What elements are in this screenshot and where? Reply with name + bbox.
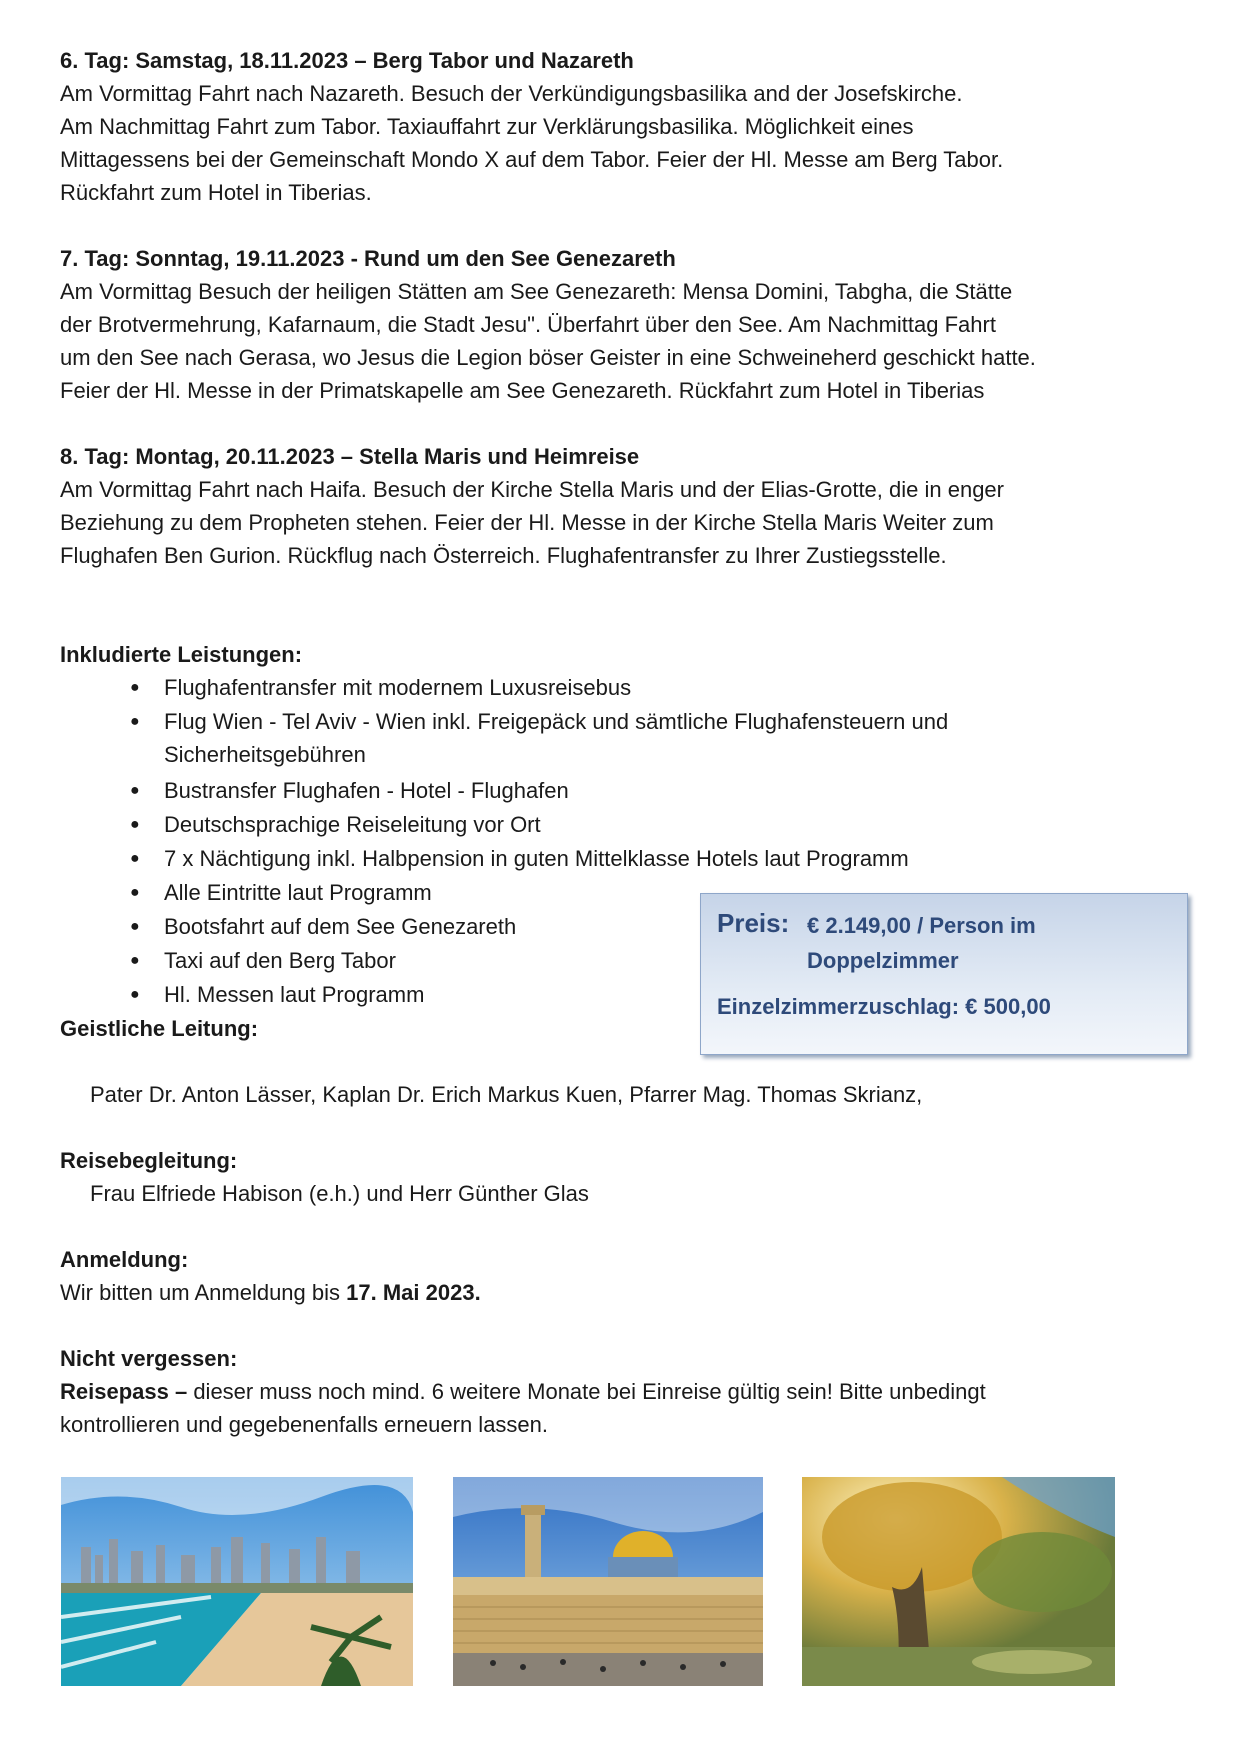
bullet-icon: ● [130, 884, 140, 901]
day-heading: 6. Tag: Samstag, 18.11.2023 – Berg Tabor und Nazareth [60, 48, 634, 73]
single-room-supplement: Einzelzimmerzuschlag: € 500,00 [717, 994, 1051, 1019]
day-7-section [60, 242, 1180, 407]
day-text-line: Flughafen Ben Gurion. Rückflug nach Österreich. Flughafentransfer zu Ihrer Zustiegsstelle. [60, 543, 947, 568]
day-heading: 7. Tag: Sonntag, 19.11.2023 - Rund um den See Genezareth [60, 246, 676, 271]
day-heading: 8. Tag: Montag, 20.11.2023 – Stella Maris und Heimreise [60, 444, 640, 469]
list-item: ● Bootsfahrt auf dem See Genezareth [60, 910, 1124, 943]
price-label: Preis: [717, 908, 790, 938]
list-item: ● 7 x Nächtigung inkl. Halbpension in guten Mittelklasse Hotels laut Programm [60, 842, 1124, 875]
olive-garden-photo [802, 1477, 1115, 1686]
reminder-heading: Nicht vergessen: [60, 1346, 238, 1371]
day-text-line: Am Vormittag Fahrt nach Haifa. Besuch der Kirche Stella Maris und der Elias-Grotte, die in enger [60, 477, 1004, 502]
escort-section [60, 1144, 1180, 1210]
list-item: ● Taxi auf den Berg Tabor [60, 944, 1124, 977]
day-text-line: Am Vormittag Fahrt nach Nazareth. Besuch der Verkündigungsbasilika and der Josefskirche. [60, 81, 963, 106]
bullet-icon: ● [130, 986, 140, 1003]
document-page [60, 44, 1180, 1441]
registration-section [60, 1243, 1180, 1309]
bullet-icon: ● [130, 816, 140, 833]
reminder-text-line2: kontrollieren und gegebenenfalls erneuern lassen. [60, 1412, 549, 1437]
bullet-icon: ● [130, 782, 140, 799]
day-6-section [60, 44, 1180, 209]
bullet-icon: ● [130, 679, 140, 696]
reminder-section [60, 1342, 1180, 1441]
day-text-line: Rückfahrt zum Hotel in Tiberias. [60, 180, 372, 205]
escort-names: Frau Elfriede Habison (e.h.) und Herr Günther Glas [90, 1181, 589, 1206]
included-heading: Inkludierte Leistungen: [60, 642, 303, 667]
bullet-icon: ● [130, 952, 140, 969]
day-text-line: Am Nachmittag Fahrt zum Tabor. Taxiauffahrt zur Verklärungsbasilika. Möglichkeit eines [60, 114, 914, 139]
day-text-line: Feier der Hl. Messe in der Primatskapelle am See Genezareth. Rückfahrt zum Hotel in Tiberias [60, 378, 985, 403]
list-item: ● Hl. Messen laut Programm [60, 978, 1124, 1011]
price-box [700, 893, 1188, 1055]
day-text-line: der Brotvermehrung, Kafarnaum, die Stadt Jesu". Überfahrt über den See. Am Nachmittag Fahrt [60, 312, 996, 337]
registration-deadline: 17. Mai 2023. [346, 1280, 481, 1305]
list-item: ● Alle Eintritte laut Programm [60, 876, 1124, 909]
day-text-line: Mittagessens bei der Gemeinschaft Mondo X auf dem Tabor. Feier der Hl. Messe am Berg Tabor. [60, 147, 1004, 172]
list-item: ● Flughafentransfer mit modernem Luxusreisebus [60, 671, 1124, 704]
registration-text: Wir bitten um Anmeldung bis 17. Mai 2023. [60, 1280, 481, 1305]
spiritual-heading: Geistliche Leitung: [60, 1016, 259, 1041]
reminder-text: Reisepass – dieser muss noch mind. 6 weitere Monate bei Einreise gültig sein! Bitte unbedingt [60, 1379, 986, 1404]
registration-heading: Anmeldung: [60, 1247, 189, 1272]
list-item: ● Deutschsprachige Reiseleitung vor Ort [60, 808, 1124, 841]
bullet-icon: ● [130, 918, 140, 935]
day-text-line: um den See nach Gerasa, wo Jesus die Legion böser Geister in eine Schweineherd geschickt hatte. [60, 345, 1036, 370]
price-value: € 2.149,00 / Person im Doppelzimmer [807, 913, 1036, 973]
bullet-icon: ● [130, 713, 140, 730]
day-text-line: Beziehung zu dem Propheten stehen. Feier der Hl. Messe in der Kirche Stella Maris Weiter zum [60, 510, 994, 535]
bullet-icon: ● [130, 850, 140, 867]
spiritual-names: Pater Dr. Anton Lässer, Kaplan Dr. Erich Markus Kuen, Pfarrer Mag. Thomas Skrianz, [90, 1082, 923, 1107]
day-8-section [60, 440, 1180, 572]
tel-aviv-beach-photo [61, 1477, 413, 1686]
escort-heading: Reisebegleitung: [60, 1148, 238, 1173]
list-item: ● Flug Wien - Tel Aviv - Wien inkl. Freigepäck und sämtliche Flughafensteuern und Sicherheitsgebühren [60, 705, 1124, 773]
day-text-line: Am Vormittag Besuch der heiligen Stätten am See Genezareth: Mensa Domini, Tabgha, die Stätte [60, 279, 1013, 304]
list-item: ● Bustransfer Flughafen - Hotel - Flughafen [60, 774, 1124, 807]
jerusalem-western-wall-photo [453, 1477, 763, 1686]
